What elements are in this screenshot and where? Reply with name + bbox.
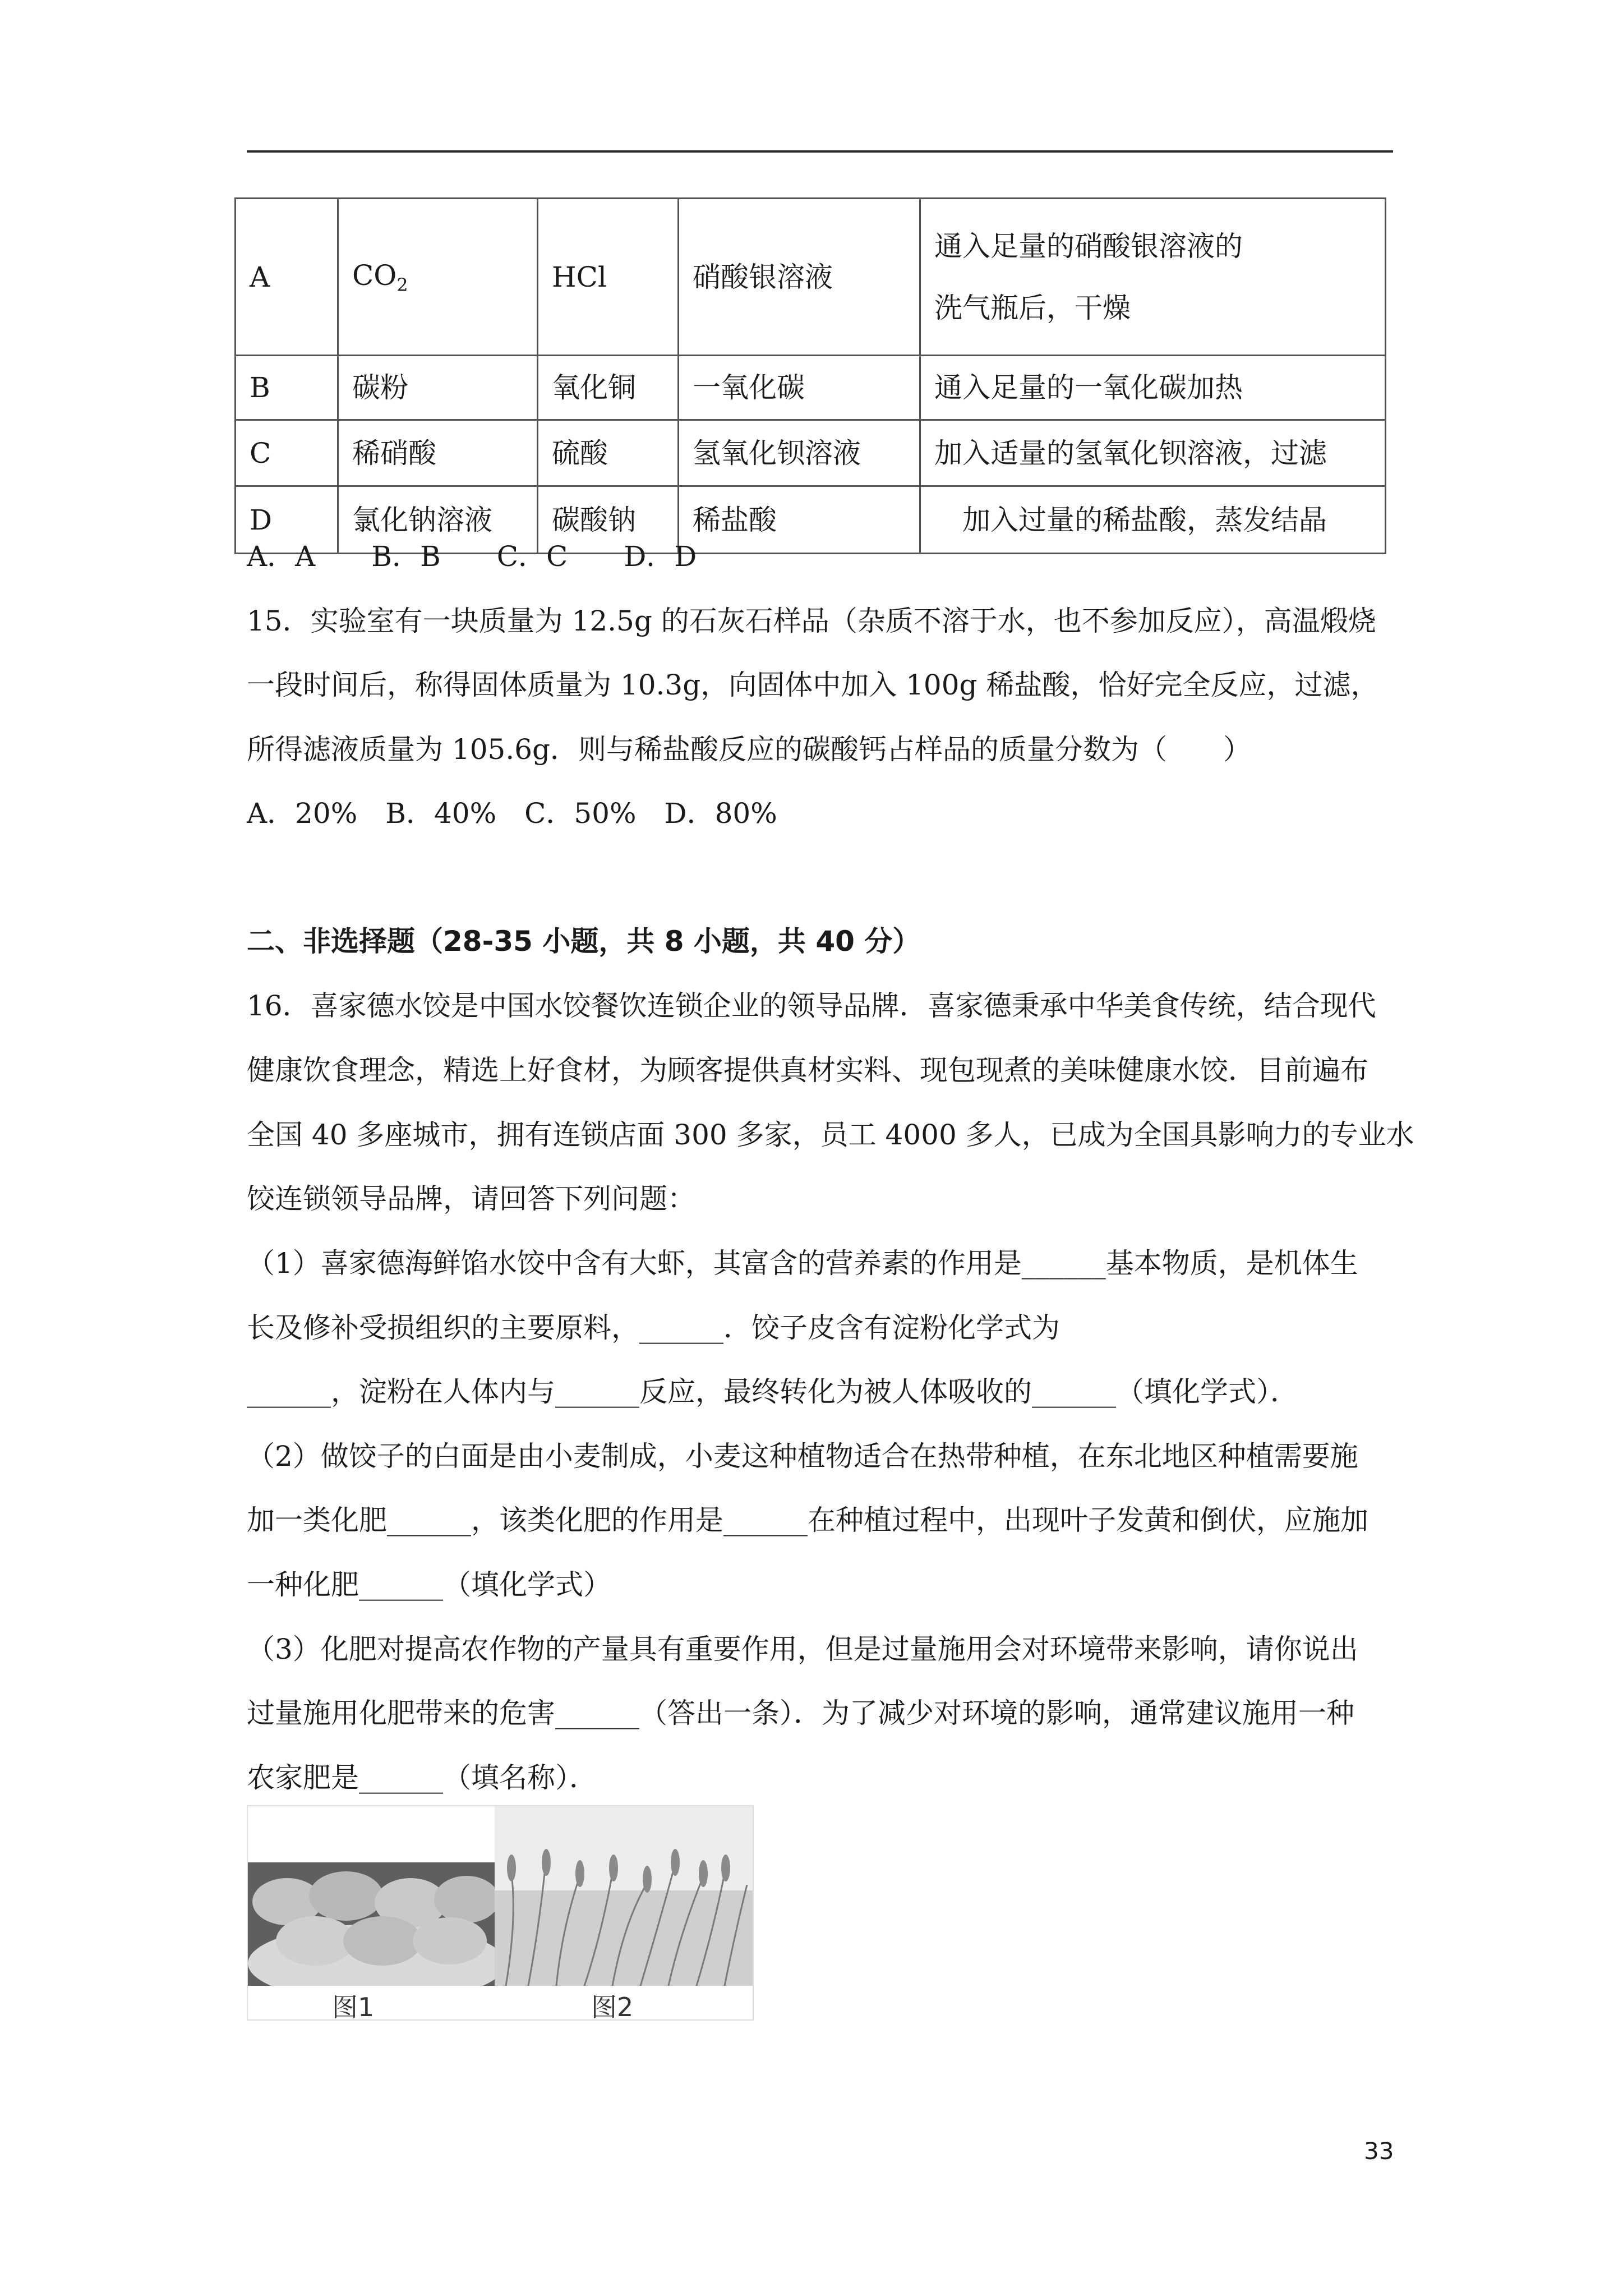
options-table [234,197,1386,554]
q16-line-4: 饺连锁领导品牌，请回答下列问题： [247,1182,695,1215]
q16-line-2: 健康饮食理念，精选上好食材，为顾客提供真材实料、现包现煮的美味健康水饺．目前遍布 [247,1054,1368,1087]
impurity-cell: 硫酸 [538,420,679,486]
method-cell: 加入过量的稀盐酸，蒸发结晶 [920,486,1386,554]
method-cell: 加入适量的氢氧化钡溶液，过滤 [920,420,1386,486]
q16-line-3: 全国 40 多座城市，拥有连锁店面 300 多家，员工 4000 多人，已成为全国具影响力的专业水 [247,1119,1414,1151]
substance-cell: 氯化钠溶液 [338,486,538,554]
figure-1-caption: 图1 [332,1992,375,2022]
figure-2-caption: 图2 [591,1992,634,2022]
method-cell: 通入足量的硝酸银溶液的 洗气瓶后，干燥 [920,199,1386,356]
reagent-cell: 一氧化碳 [679,356,920,420]
q16-line-6: 长及修补受损组织的主要原料，______．饺子皮含有淀粉化学式为 [247,1312,1060,1344]
wheat-image [495,1806,753,1986]
impurity-cell: HCl [538,199,679,356]
method-cell: 通入足量的一氧化碳加热 [920,356,1386,420]
reagent-cell: 稀盐酸 [679,486,920,554]
q16-line-1: 16．喜家德水饺是中国水饺餐饮连锁企业的领导品牌．喜家德秉承中华美食传统，结合现代 [247,990,1376,1022]
substance-cell: 稀硝酸 [338,420,538,486]
substance-cell: $CO_2$ [338,199,538,356]
row-label: D [236,486,338,554]
header-rule [247,150,1393,153]
section-title: 二、非选择题（28-35 小题，共 8 小题，共 40 分） [247,925,921,958]
q15-line-2: 一段时间后，称得固体质量为 10.3g，向固体中加入 100g 稀盐酸，恰好完全反应，过滤， [247,669,1379,701]
dumplings-image [248,1862,495,1986]
q16-line-11: （3）化肥对提高农作物的产量具有重要作用，但是过量施用会对环境带来影响，请你说出 [247,1633,1358,1665]
substance-cell: 碳粉 [338,356,538,420]
table-row [236,199,1386,356]
q16-line-5: （1）喜家德海鲜馅水饺中含有大虾，其富含的营养素的作用是______基本物质，是机体生 [247,1247,1358,1280]
impurity-cell: 碳酸钠 [538,486,679,554]
impurity-cell: 氧化铜 [538,356,679,420]
table-row [236,420,1386,486]
row-label: C [236,420,338,486]
page-number: 33 [1364,2137,1394,2165]
row-label: B [236,356,338,420]
q16-line-12: 过量施用化肥带来的危害______（答出一条）．为了减少对环境的影响，通常建议施用一种 [247,1697,1354,1729]
q16-line-13: 农家肥是______（填名称）． [247,1761,597,1794]
q16-line-8: （2）做饺子的白面是由小麦制成，小麦这种植物适合在热带种植，在东北地区种植需要施 [247,1440,1358,1473]
row-label: A [236,199,338,356]
table-row [236,356,1386,420]
q16-line-7: ______，淀粉在人体内与______反应，最终转化为被人体吸收的______（填化学式）． [247,1375,1298,1408]
reagent-cell: 硝酸银溶液 [679,199,920,356]
q15-options: A．20% B．40% C．50% D．80% [247,797,777,830]
q14-options: A．A B．B C．C D．D [247,540,697,573]
q16-line-9: 加一类化肥______，该类化肥的作用是______在种植过程中，出现叶子发黄和倒伏，应施加 [247,1504,1368,1536]
q15-line-3: 所得滤液质量为 105.6g．则与稀盐酸反应的碳酸钙占样品的质量分数为（ ） [247,733,1252,766]
reagent-cell: 氢氧化钡溶液 [679,420,920,486]
figure-group [247,1805,754,2021]
q16-line-10: 一种化肥______（填化学式） [247,1568,611,1601]
q15-line-1: 15．实验室有一块质量为 12.5g 的石灰石样品（杂质不溶于水，也不参加反应），高温煅烧 [247,605,1376,637]
